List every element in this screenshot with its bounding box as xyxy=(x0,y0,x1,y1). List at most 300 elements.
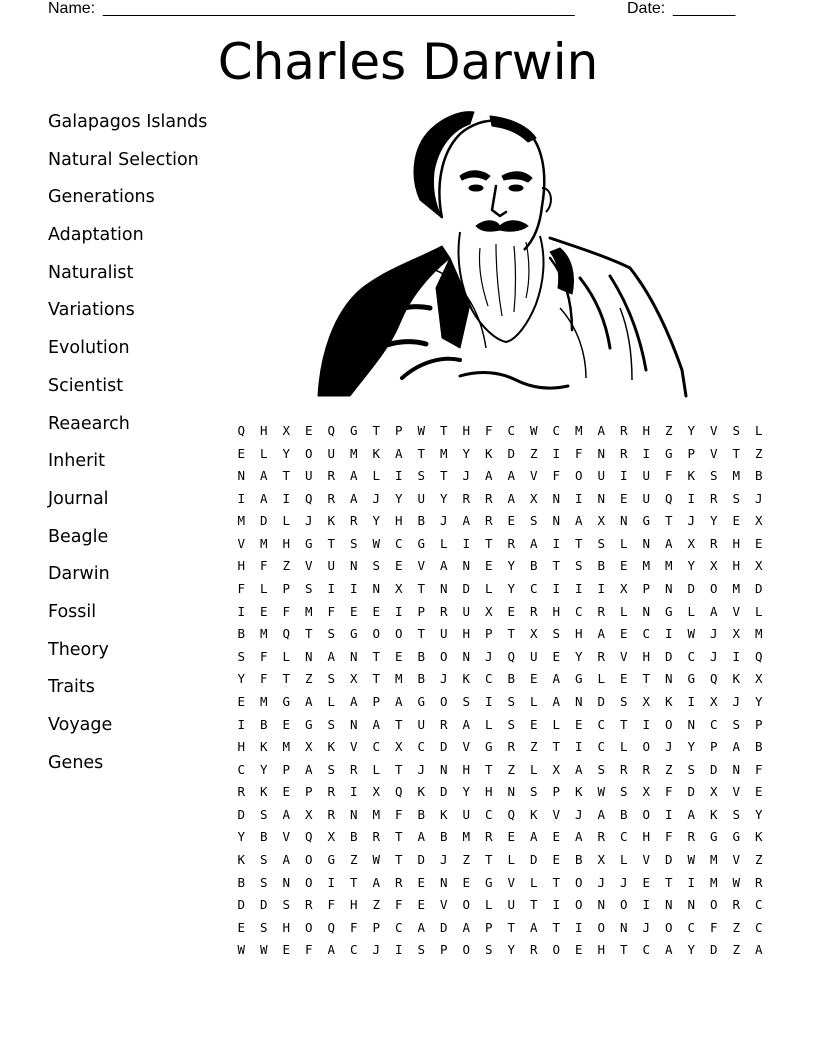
grid-cell[interactable]: D xyxy=(597,693,606,709)
grid-cell[interactable]: E xyxy=(619,671,628,687)
grid-cell[interactable]: G xyxy=(642,513,651,529)
grid-cell[interactable]: G xyxy=(484,739,493,755)
grid-cell[interactable]: O xyxy=(372,626,381,642)
grid-cell[interactable]: B xyxy=(507,671,516,687)
grid-cell[interactable]: A xyxy=(394,693,403,709)
grid-cell[interactable]: Q xyxy=(304,490,313,506)
grid-cell[interactable]: S xyxy=(372,558,381,574)
grid-cell[interactable]: N xyxy=(619,919,628,935)
grid-cell[interactable]: Z xyxy=(664,423,673,438)
grid-cell[interactable]: L xyxy=(529,693,538,709)
grid-cell[interactable]: X xyxy=(754,513,763,529)
grid-cell[interactable]: Y xyxy=(462,445,471,461)
grid-cell[interactable]: T xyxy=(664,513,673,529)
grid-cell[interactable]: Y xyxy=(372,513,381,529)
grid-cell[interactable]: A xyxy=(372,716,381,732)
grid-cell[interactable]: I xyxy=(664,626,673,642)
grid-cell[interactable]: A xyxy=(529,919,538,935)
grid-cell[interactable]: E xyxy=(754,784,763,800)
grid-cell[interactable]: I xyxy=(462,535,471,551)
grid-cell[interactable]: X xyxy=(754,671,763,687)
grid-cell[interactable]: G xyxy=(327,851,336,867)
grid-cell[interactable]: R xyxy=(687,829,696,845)
grid-cell[interactable]: A xyxy=(394,445,403,461)
grid-cell[interactable]: X xyxy=(282,423,291,438)
grid-cell[interactable]: H xyxy=(732,535,741,551)
grid-cell[interactable]: E xyxy=(484,558,493,574)
grid-cell[interactable]: R xyxy=(327,806,336,822)
grid-cell[interactable]: E xyxy=(507,513,516,529)
grid-cell[interactable]: T xyxy=(417,445,426,461)
grid-cell[interactable]: Z xyxy=(304,671,313,687)
grid-cell[interactable]: T xyxy=(394,716,403,732)
grid-cell[interactable]: R xyxy=(484,490,493,506)
grid-cell[interactable]: L xyxy=(327,693,336,709)
grid-cell[interactable]: U xyxy=(417,716,426,732)
grid-cell[interactable]: D xyxy=(259,513,268,529)
grid-cell[interactable]: F xyxy=(259,671,268,687)
grid-cell[interactable]: S xyxy=(259,919,268,935)
grid-cell[interactable]: J xyxy=(484,648,493,664)
grid-cell[interactable]: N xyxy=(462,648,471,664)
grid-cell[interactable]: S xyxy=(237,648,246,664)
grid-cell[interactable]: R xyxy=(484,829,493,845)
grid-cell[interactable]: N xyxy=(282,874,291,890)
grid-cell[interactable]: X xyxy=(394,581,403,597)
grid-cell[interactable]: W xyxy=(372,851,381,867)
grid-cell[interactable]: N xyxy=(439,581,448,597)
grid-cell[interactable]: G xyxy=(484,874,493,890)
grid-cell[interactable]: M xyxy=(439,445,448,461)
grid-cell[interactable]: F xyxy=(259,648,268,664)
grid-cell[interactable]: X xyxy=(619,581,628,597)
grid-cell[interactable]: W xyxy=(237,942,246,958)
grid-cell[interactable]: S xyxy=(574,558,583,574)
grid-cell[interactable]: Y xyxy=(237,671,246,687)
grid-cell[interactable]: E xyxy=(619,490,628,506)
grid-cell[interactable]: A xyxy=(349,693,358,709)
grid-cell[interactable]: D xyxy=(259,897,268,913)
grid-cell[interactable]: I xyxy=(552,897,561,913)
grid-cell[interactable]: K xyxy=(754,829,763,845)
grid-cell[interactable]: X xyxy=(597,513,606,529)
grid-cell[interactable]: G xyxy=(687,671,696,687)
grid-cell[interactable]: M xyxy=(259,626,268,642)
grid-cell[interactable]: E xyxy=(394,558,403,574)
grid-cell[interactable]: V xyxy=(282,829,291,845)
grid-cell[interactable]: L xyxy=(529,761,538,777)
grid-cell[interactable]: J xyxy=(304,513,313,529)
grid-cell[interactable]: E xyxy=(304,423,313,438)
grid-cell[interactable]: E xyxy=(619,558,628,574)
grid-cell[interactable]: S xyxy=(597,535,606,551)
grid-cell[interactable]: A xyxy=(574,829,583,845)
grid-cell[interactable]: C xyxy=(574,603,583,619)
grid-cell[interactable]: X xyxy=(709,693,718,709)
grid-cell[interactable]: P xyxy=(394,423,403,438)
grid-cell[interactable]: I xyxy=(732,648,741,664)
grid-cell[interactable]: L xyxy=(259,581,268,597)
grid-cell[interactable]: X xyxy=(394,739,403,755)
grid-cell[interactable]: H xyxy=(237,558,246,574)
grid-cell[interactable]: I xyxy=(574,919,583,935)
grid-cell[interactable]: Y xyxy=(709,513,718,529)
grid-cell[interactable]: A xyxy=(349,490,358,506)
grid-cell[interactable]: B xyxy=(349,829,358,845)
grid-cell[interactable]: O xyxy=(462,942,471,958)
grid-cell[interactable]: C xyxy=(552,423,561,438)
grid-cell[interactable]: V xyxy=(417,558,426,574)
grid-cell[interactable]: K xyxy=(529,806,538,822)
grid-cell[interactable]: I xyxy=(552,581,561,597)
grid-cell[interactable]: K xyxy=(237,851,246,867)
grid-cell[interactable]: T xyxy=(394,761,403,777)
grid-cell[interactable]: L xyxy=(754,603,763,619)
grid-cell[interactable]: R xyxy=(327,468,336,484)
grid-cell[interactable]: N xyxy=(597,897,606,913)
grid-cell[interactable]: E xyxy=(237,919,246,935)
grid-cell[interactable]: A xyxy=(597,423,606,438)
grid-cell[interactable]: H xyxy=(462,626,471,642)
grid-cell[interactable]: J xyxy=(439,513,448,529)
grid-cell[interactable]: M xyxy=(709,851,718,867)
grid-cell[interactable]: N xyxy=(574,693,583,709)
grid-cell[interactable]: C xyxy=(237,761,246,777)
grid-cell[interactable]: X xyxy=(372,784,381,800)
grid-cell[interactable]: E xyxy=(574,716,583,732)
grid-cell[interactable]: N xyxy=(552,490,561,506)
grid-cell[interactable]: E xyxy=(574,942,583,958)
grid-cell[interactable]: M xyxy=(664,558,673,574)
grid-cell[interactable]: J xyxy=(642,919,651,935)
grid-cell[interactable]: W xyxy=(687,626,696,642)
grid-cell[interactable]: Y xyxy=(687,558,696,574)
grid-cell[interactable]: X xyxy=(732,626,741,642)
grid-cell[interactable]: O xyxy=(394,626,403,642)
grid-cell[interactable]: A xyxy=(282,806,291,822)
grid-cell[interactable]: I xyxy=(597,581,606,597)
grid-cell[interactable]: E xyxy=(417,874,426,890)
letter-grid[interactable] xyxy=(230,420,770,962)
grid-cell[interactable]: X xyxy=(552,761,561,777)
grid-cell[interactable]: I xyxy=(642,897,651,913)
grid-cell[interactable]: I xyxy=(574,490,583,506)
grid-cell[interactable]: P xyxy=(372,693,381,709)
grid-cell[interactable]: J xyxy=(709,626,718,642)
grid-cell[interactable]: Y xyxy=(687,942,696,958)
grid-cell[interactable]: A xyxy=(327,942,336,958)
grid-cell[interactable]: P xyxy=(439,942,448,958)
grid-cell[interactable]: H xyxy=(282,535,291,551)
grid-cell[interactable]: P xyxy=(687,445,696,461)
grid-cell[interactable]: V xyxy=(619,648,628,664)
grid-cell[interactable]: O xyxy=(304,851,313,867)
grid-cell[interactable]: K xyxy=(484,445,493,461)
grid-cell[interactable]: N xyxy=(507,784,516,800)
grid-cell[interactable]: P xyxy=(372,919,381,935)
grid-cell[interactable]: O xyxy=(709,897,718,913)
grid-cell[interactable]: M xyxy=(237,513,246,529)
grid-cell[interactable]: E xyxy=(552,851,561,867)
grid-cell[interactable]: S xyxy=(732,806,741,822)
grid-cell[interactable]: N xyxy=(304,648,313,664)
grid-cell[interactable]: N xyxy=(349,648,358,664)
grid-cell[interactable]: J xyxy=(462,468,471,484)
grid-cell[interactable]: R xyxy=(349,513,358,529)
grid-cell[interactable]: D xyxy=(439,739,448,755)
grid-cell[interactable]: T xyxy=(282,468,291,484)
grid-cell[interactable]: E xyxy=(642,874,651,890)
grid-cell[interactable]: K xyxy=(439,806,448,822)
grid-cell[interactable]: J xyxy=(417,761,426,777)
grid-cell[interactable]: J xyxy=(709,648,718,664)
grid-cell[interactable]: N xyxy=(552,513,561,529)
grid-cell[interactable]: F xyxy=(349,919,358,935)
grid-cell[interactable]: R xyxy=(619,445,628,461)
grid-cell[interactable]: I xyxy=(552,535,561,551)
grid-cell[interactable]: W xyxy=(529,423,538,438)
grid-cell[interactable]: M xyxy=(259,535,268,551)
grid-cell[interactable]: G xyxy=(574,671,583,687)
grid-cell[interactable]: R xyxy=(619,423,628,438)
grid-cell[interactable]: U xyxy=(439,626,448,642)
grid-cell[interactable]: H xyxy=(462,761,471,777)
grid-cell[interactable]: X xyxy=(349,671,358,687)
grid-cell[interactable]: F xyxy=(574,445,583,461)
grid-cell[interactable]: J xyxy=(687,513,696,529)
grid-cell[interactable]: Q xyxy=(327,423,336,438)
grid-cell[interactable]: Z xyxy=(732,942,741,958)
grid-cell[interactable]: V xyxy=(709,423,718,438)
grid-cell[interactable]: I xyxy=(349,784,358,800)
grid-cell[interactable]: I xyxy=(282,490,291,506)
grid-cell[interactable]: R xyxy=(529,603,538,619)
grid-cell[interactable]: S xyxy=(732,423,741,438)
grid-cell[interactable]: B xyxy=(237,874,246,890)
grid-cell[interactable]: O xyxy=(462,897,471,913)
grid-cell[interactable]: T xyxy=(282,671,291,687)
grid-cell[interactable]: T xyxy=(417,626,426,642)
grid-cell[interactable]: F xyxy=(484,423,493,438)
grid-cell[interactable]: N xyxy=(687,716,696,732)
grid-cell[interactable]: C xyxy=(754,919,763,935)
grid-cell[interactable]: T xyxy=(664,874,673,890)
grid-cell[interactable]: V xyxy=(529,468,538,484)
grid-cell[interactable]: A xyxy=(304,693,313,709)
grid-cell[interactable]: Q xyxy=(709,671,718,687)
grid-cell[interactable]: A xyxy=(687,806,696,822)
grid-cell[interactable]: W xyxy=(259,942,268,958)
grid-cell[interactable]: N xyxy=(462,558,471,574)
grid-cell[interactable]: G xyxy=(304,716,313,732)
grid-cell[interactable]: X xyxy=(687,535,696,551)
grid-cell[interactable]: W xyxy=(372,535,381,551)
grid-cell[interactable]: F xyxy=(709,919,718,935)
grid-cell[interactable]: T xyxy=(484,535,493,551)
grid-cell[interactable]: B xyxy=(417,806,426,822)
grid-cell[interactable]: A xyxy=(439,558,448,574)
grid-cell[interactable]: C xyxy=(507,423,516,438)
grid-cell[interactable]: P xyxy=(304,784,313,800)
grid-cell[interactable]: B xyxy=(417,671,426,687)
grid-cell[interactable]: A xyxy=(417,829,426,845)
grid-cell[interactable]: J xyxy=(574,806,583,822)
grid-cell[interactable]: I xyxy=(327,874,336,890)
grid-cell[interactable]: X xyxy=(642,693,651,709)
grid-cell[interactable]: H xyxy=(552,603,561,619)
grid-cell[interactable]: A xyxy=(462,513,471,529)
grid-cell[interactable]: J xyxy=(754,490,763,506)
grid-cell[interactable]: R xyxy=(754,874,763,890)
grid-cell[interactable]: X xyxy=(597,851,606,867)
grid-cell[interactable]: W xyxy=(597,784,606,800)
grid-cell[interactable]: R xyxy=(597,829,606,845)
grid-cell[interactable]: E xyxy=(754,535,763,551)
grid-cell[interactable]: A xyxy=(732,739,741,755)
grid-cell[interactable]: N xyxy=(439,761,448,777)
grid-cell[interactable]: B xyxy=(754,739,763,755)
grid-cell[interactable]: K xyxy=(574,784,583,800)
grid-cell[interactable]: X xyxy=(327,829,336,845)
grid-cell[interactable]: G xyxy=(664,603,673,619)
grid-cell[interactable]: J xyxy=(732,693,741,709)
grid-cell[interactable]: T xyxy=(439,423,448,438)
grid-cell[interactable]: U xyxy=(642,490,651,506)
grid-cell[interactable]: P xyxy=(282,761,291,777)
grid-cell[interactable]: U xyxy=(327,558,336,574)
grid-cell[interactable]: T xyxy=(619,716,628,732)
grid-cell[interactable]: S xyxy=(417,942,426,958)
grid-cell[interactable]: H xyxy=(282,919,291,935)
grid-cell[interactable]: E xyxy=(237,445,246,461)
grid-cell[interactable]: I xyxy=(394,603,403,619)
grid-cell[interactable]: V xyxy=(462,739,471,755)
date-field[interactable]: _______ xyxy=(673,0,736,17)
grid-cell[interactable]: K xyxy=(462,671,471,687)
grid-cell[interactable]: A xyxy=(574,761,583,777)
grid-cell[interactable]: R xyxy=(507,739,516,755)
grid-cell[interactable]: D xyxy=(529,851,538,867)
grid-cell[interactable]: E xyxy=(282,784,291,800)
grid-cell[interactable]: X xyxy=(709,784,718,800)
grid-cell[interactable]: O xyxy=(439,648,448,664)
grid-cell[interactable]: W xyxy=(687,851,696,867)
grid-cell[interactable]: P xyxy=(709,739,718,755)
grid-cell[interactable]: X xyxy=(642,784,651,800)
grid-cell[interactable]: B xyxy=(529,558,538,574)
grid-cell[interactable]: N xyxy=(664,897,673,913)
grid-cell[interactable]: S xyxy=(259,851,268,867)
grid-cell[interactable]: N xyxy=(597,490,606,506)
grid-cell[interactable]: K xyxy=(327,513,336,529)
grid-cell[interactable]: E xyxy=(507,603,516,619)
grid-cell[interactable]: G xyxy=(664,445,673,461)
grid-cell[interactable]: S xyxy=(327,671,336,687)
grid-cell[interactable]: S xyxy=(732,490,741,506)
grid-cell[interactable]: R xyxy=(462,490,471,506)
grid-cell[interactable]: E xyxy=(372,603,381,619)
grid-cell[interactable]: V xyxy=(552,806,561,822)
grid-cell[interactable]: M xyxy=(394,671,403,687)
grid-cell[interactable]: L xyxy=(259,445,268,461)
grid-cell[interactable]: G xyxy=(304,535,313,551)
grid-cell[interactable]: A xyxy=(327,648,336,664)
grid-cell[interactable]: S xyxy=(327,761,336,777)
grid-cell[interactable]: N xyxy=(687,897,696,913)
grid-cell[interactable]: L xyxy=(439,535,448,551)
grid-cell[interactable]: D xyxy=(687,784,696,800)
grid-cell[interactable]: O xyxy=(574,874,583,890)
grid-cell[interactable]: M xyxy=(372,806,381,822)
grid-cell[interactable]: I xyxy=(237,716,246,732)
grid-cell[interactable]: N xyxy=(732,761,741,777)
grid-cell[interactable]: E xyxy=(282,716,291,732)
grid-cell[interactable]: N xyxy=(372,581,381,597)
grid-cell[interactable]: E xyxy=(259,603,268,619)
grid-cell[interactable]: U xyxy=(327,445,336,461)
grid-cell[interactable]: A xyxy=(417,919,426,935)
grid-cell[interactable]: R xyxy=(327,784,336,800)
grid-cell[interactable]: L xyxy=(754,423,763,438)
grid-cell[interactable]: C xyxy=(484,806,493,822)
grid-cell[interactable]: Q xyxy=(507,648,516,664)
grid-cell[interactable]: A xyxy=(552,671,561,687)
grid-cell[interactable]: D xyxy=(439,784,448,800)
grid-cell[interactable]: J xyxy=(664,739,673,755)
grid-cell[interactable]: H xyxy=(484,784,493,800)
grid-cell[interactable]: I xyxy=(552,445,561,461)
grid-cell[interactable]: T xyxy=(417,581,426,597)
grid-cell[interactable]: Y xyxy=(687,423,696,438)
grid-cell[interactable]: C xyxy=(597,739,606,755)
grid-cell[interactable]: I xyxy=(237,603,246,619)
grid-cell[interactable]: C xyxy=(642,942,651,958)
grid-cell[interactable]: A xyxy=(462,919,471,935)
grid-cell[interactable]: G xyxy=(282,693,291,709)
grid-cell[interactable]: S xyxy=(259,874,268,890)
grid-cell[interactable]: P xyxy=(484,626,493,642)
grid-cell[interactable]: U xyxy=(304,468,313,484)
grid-cell[interactable]: S xyxy=(417,468,426,484)
grid-cell[interactable]: B xyxy=(259,716,268,732)
grid-cell[interactable]: Y xyxy=(754,806,763,822)
grid-cell[interactable]: R xyxy=(304,897,313,913)
grid-cell[interactable]: N xyxy=(597,445,606,461)
grid-cell[interactable]: A xyxy=(597,806,606,822)
grid-cell[interactable]: T xyxy=(552,558,561,574)
grid-cell[interactable]: O xyxy=(574,468,583,484)
grid-cell[interactable]: J xyxy=(619,874,628,890)
grid-cell[interactable]: G xyxy=(349,423,358,438)
grid-cell[interactable]: N xyxy=(642,603,651,619)
grid-cell[interactable]: C xyxy=(529,581,538,597)
grid-cell[interactable]: P xyxy=(754,716,763,732)
grid-cell[interactable]: Y xyxy=(574,648,583,664)
grid-cell[interactable]: E xyxy=(552,829,561,845)
grid-cell[interactable]: U xyxy=(529,648,538,664)
grid-cell[interactable]: I xyxy=(394,942,403,958)
grid-cell[interactable]: L xyxy=(687,603,696,619)
grid-cell[interactable]: T xyxy=(372,671,381,687)
grid-cell[interactable]: S xyxy=(552,626,561,642)
grid-cell[interactable]: R xyxy=(507,535,516,551)
grid-cell[interactable]: L xyxy=(507,851,516,867)
grid-cell[interactable]: Q xyxy=(664,490,673,506)
grid-cell[interactable]: O xyxy=(574,897,583,913)
grid-cell[interactable]: F xyxy=(552,468,561,484)
grid-cell[interactable]: Q xyxy=(754,648,763,664)
grid-cell[interactable]: F xyxy=(237,581,246,597)
